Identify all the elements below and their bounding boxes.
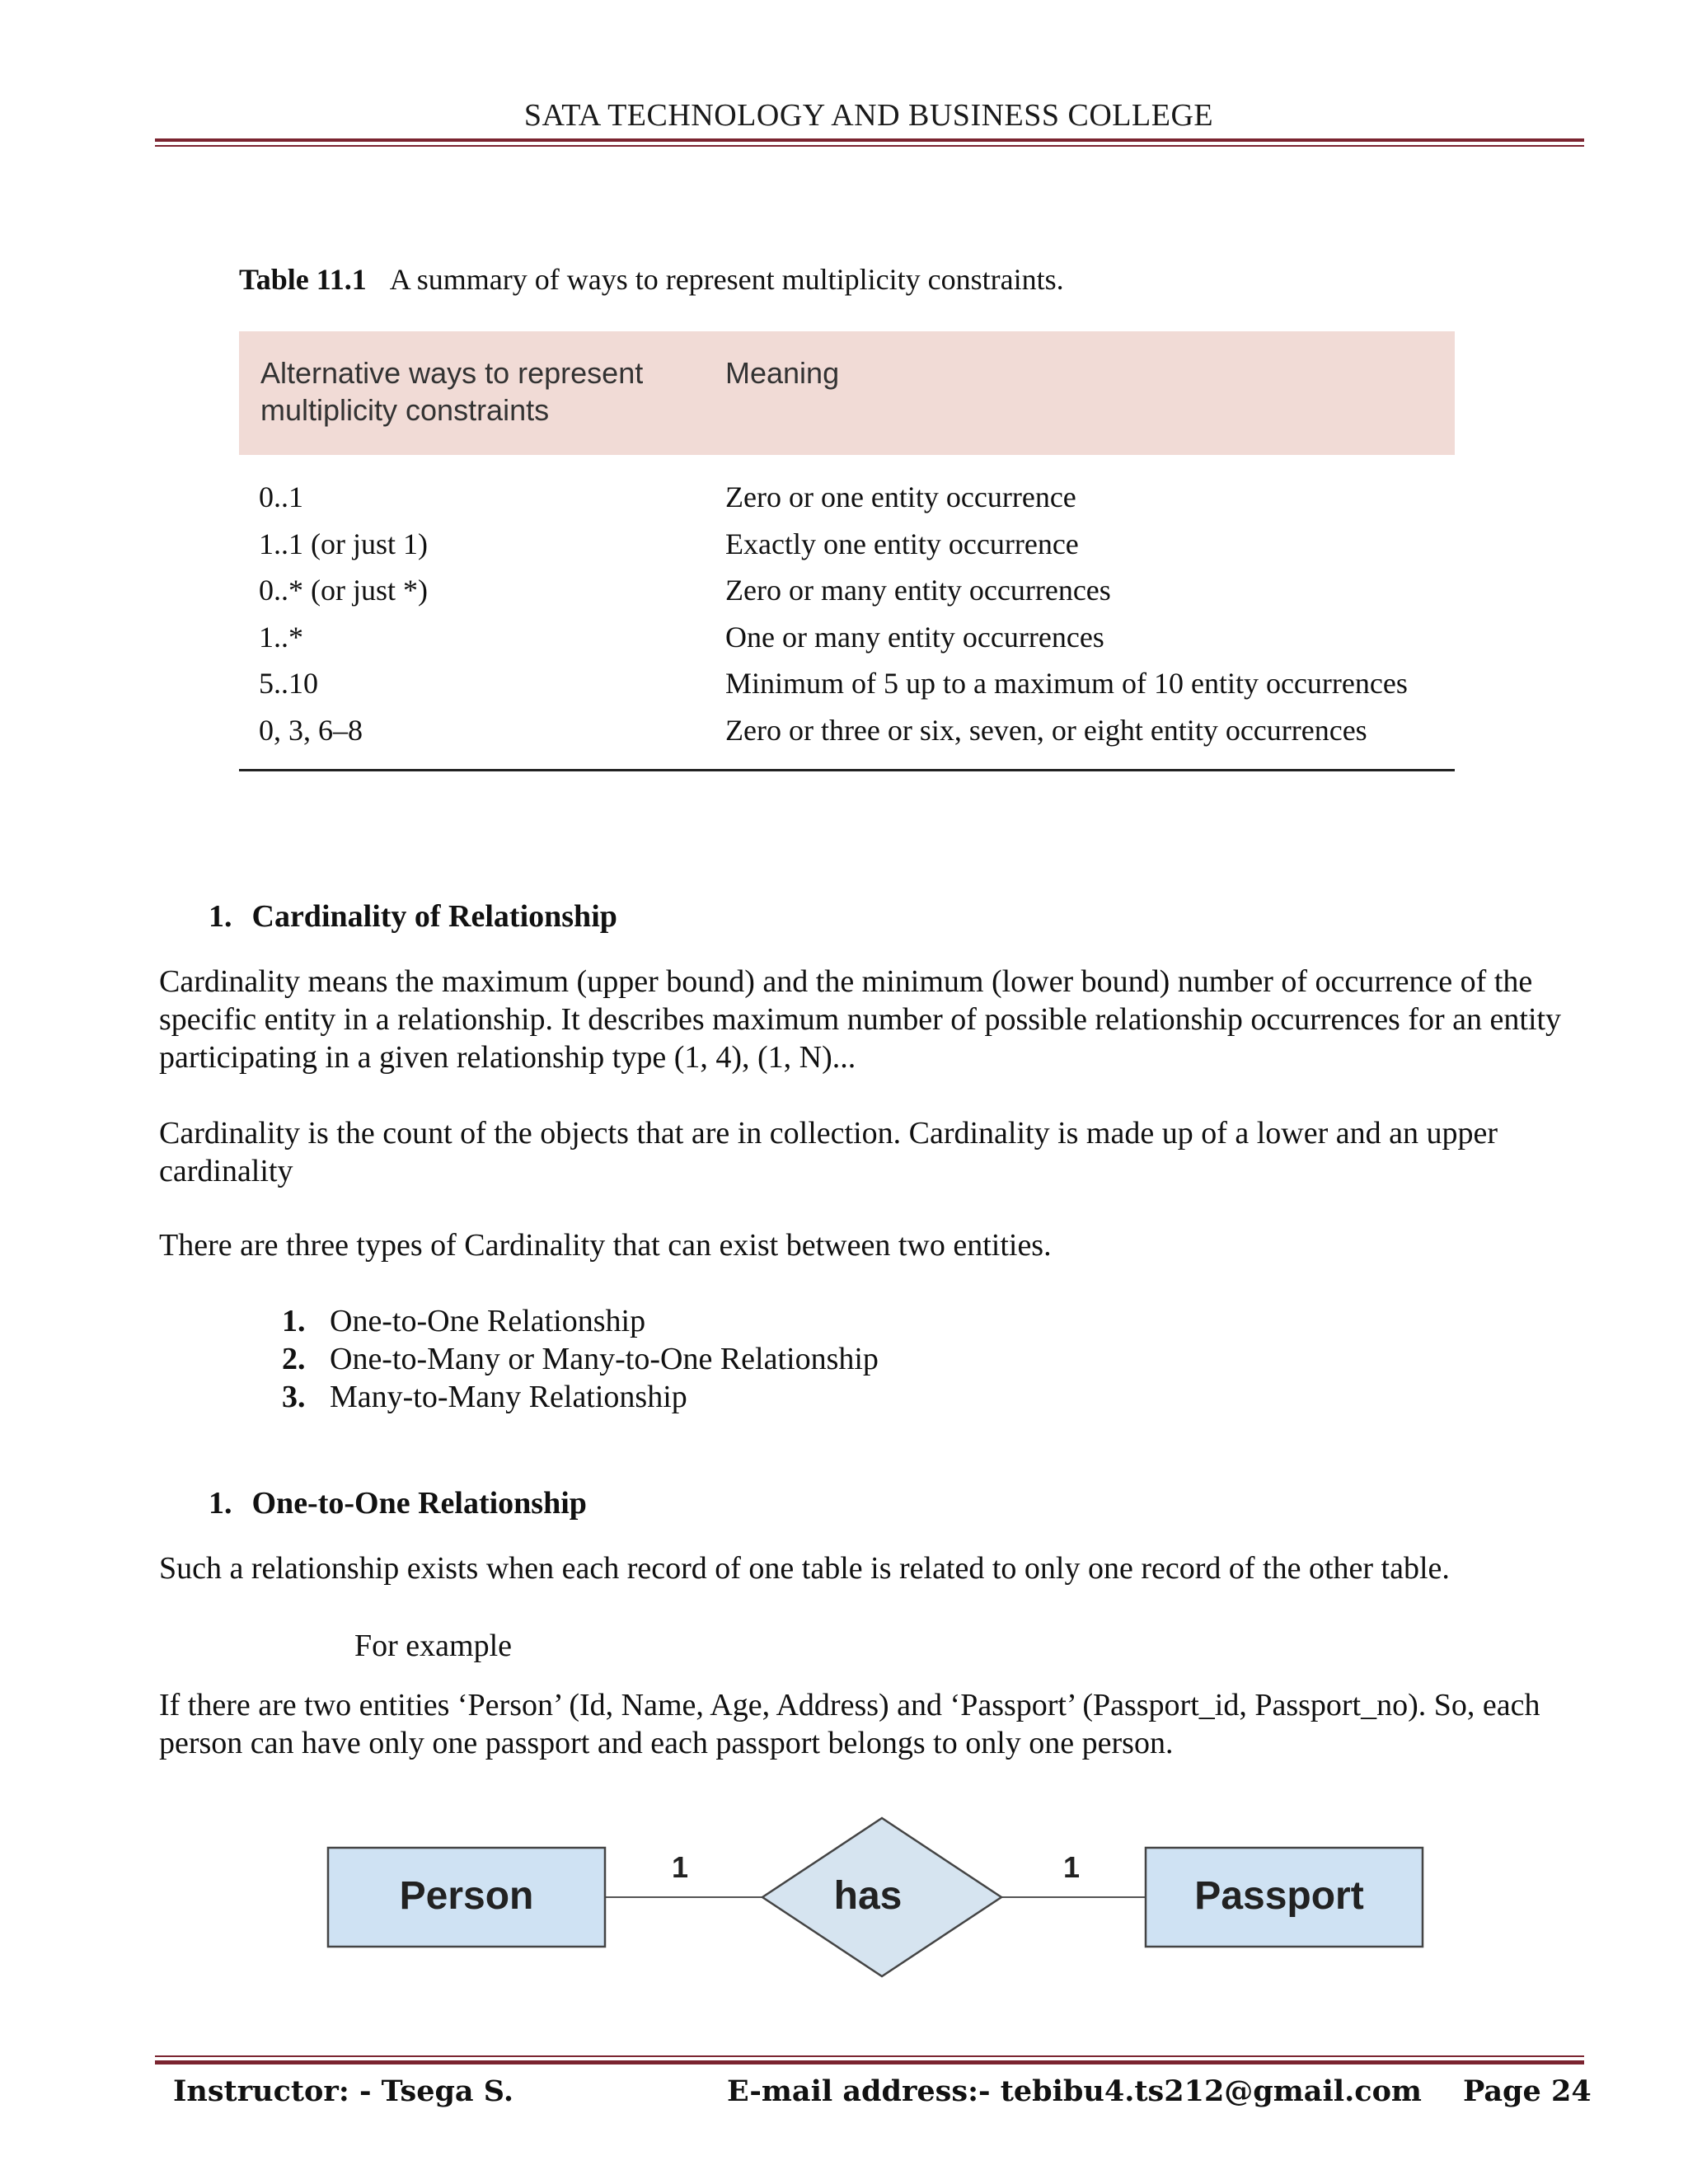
table-caption-text: A summary of ways to represent multiplicity constraints. xyxy=(389,263,1064,296)
list-number: 2. xyxy=(282,1342,306,1376)
footer-rule xyxy=(155,2060,1584,2064)
entity-passport-label: Passport xyxy=(1194,1874,1364,1918)
table-row xyxy=(239,567,1455,614)
list-label: One-to-Many or Many-to-One Relationship xyxy=(330,1342,879,1376)
table-row xyxy=(239,474,1455,521)
er-diagram xyxy=(321,1805,1426,1994)
table-caption xyxy=(239,262,1064,297)
table-row xyxy=(239,707,1455,754)
table-row xyxy=(239,614,1455,661)
section-title: Cardinality of Relationship xyxy=(251,899,617,934)
list-number: 3. xyxy=(282,1380,306,1414)
footer-instructor: Instructor: - Tsega S. xyxy=(173,2074,514,2108)
notation-cell: 0..1 xyxy=(259,480,303,513)
header-title: SATA TECHNOLOGY AND BUSINESS COLLEGE xyxy=(523,98,1214,133)
footer-page-number: Page 24 xyxy=(1463,2074,1592,2108)
cardinality-left: 1 xyxy=(671,1850,689,1884)
table-caption-label: Table 11.1 xyxy=(239,263,367,296)
paragraph-person-passport: If there are two entities ‘Person’ (Id, Name, Age, Address) and ‘Passport’ (Passport_id, Passport_no). So, each person can have only one passport and each passport belongs to only one person. xyxy=(159,1688,1540,1760)
notation-cell: 5..10 xyxy=(259,667,318,700)
list-item xyxy=(282,1340,879,1378)
table-row xyxy=(239,521,1455,568)
meaning-cell: Minimum of 5 up to a maximum of 10 entity occurrences xyxy=(725,667,1408,700)
column-header-notation: Alternative ways to represent multiplicity constraints xyxy=(260,356,644,427)
table-header xyxy=(239,331,1455,455)
cardinality-types-list xyxy=(282,1302,879,1416)
section-heading-one-to-one xyxy=(209,1485,587,1521)
cardinality-right: 1 xyxy=(1062,1850,1081,1884)
footer-email: E-mail address:- tebibu4.ts212@gmail.com xyxy=(727,2074,1422,2108)
list-number: 1. xyxy=(282,1304,306,1338)
meaning-cell: Zero or three or six, seven, or eight entity occurrences xyxy=(725,713,1367,747)
notation-cell: 0..* (or just *) xyxy=(259,574,428,607)
relationship-has-label: has xyxy=(833,1874,903,1918)
meaning-cell: Zero or many entity occurrences xyxy=(725,574,1111,607)
section-number: 1. xyxy=(209,1486,232,1521)
paragraph-cardinality-count: Cardinality is the count of the objects that are in collection. Cardinality is made up of a lower and an upper cardinality xyxy=(159,1116,1498,1188)
example-label: For example xyxy=(354,1629,513,1663)
meaning-cell: Exactly one entity occurrence xyxy=(725,527,1079,560)
table-row xyxy=(239,660,1455,707)
notation-cell: 0, 3, 6–8 xyxy=(259,713,363,747)
meaning-cell: Zero or one entity occurrence xyxy=(725,480,1076,513)
paragraph-cardinality-types-intro: There are three types of Cardinality that can exist between two entities. xyxy=(159,1228,1052,1263)
entity-person-label: Person xyxy=(399,1874,534,1918)
notation-cell: 1..* xyxy=(259,620,303,654)
header-rule-thin xyxy=(155,145,1584,147)
list-label: Many-to-Many Relationship xyxy=(330,1380,687,1414)
paragraph-cardinality-definition: Cardinality means the maximum (upper bound) and the minimum (lower bound) number of occurrence of the specific entity in a relationship. It describes maximum number of possible relationship occurrences for an entity participating in a given relationship type (1, 4), (1, N)... xyxy=(159,964,1562,1075)
table-body xyxy=(239,474,1455,753)
column-header-meaning: Meaning xyxy=(725,356,840,390)
list-item xyxy=(282,1378,879,1416)
meaning-cell: One or many entity occurrences xyxy=(725,620,1104,654)
list-label: One-to-One Relationship xyxy=(330,1304,646,1338)
section-title: One-to-One Relationship xyxy=(251,1486,587,1521)
notation-cell: 1..1 (or just 1) xyxy=(259,527,428,560)
table-bottom-rule xyxy=(239,769,1455,771)
header-rule xyxy=(155,138,1584,142)
footer-rule-thin xyxy=(155,2055,1584,2057)
section-heading-cardinality xyxy=(209,898,617,935)
section-number: 1. xyxy=(209,899,232,934)
paragraph-one-to-one-definition: Such a relationship exists when each record of one table is related to only one record of the other table. xyxy=(159,1551,1450,1586)
list-item xyxy=(282,1302,879,1340)
